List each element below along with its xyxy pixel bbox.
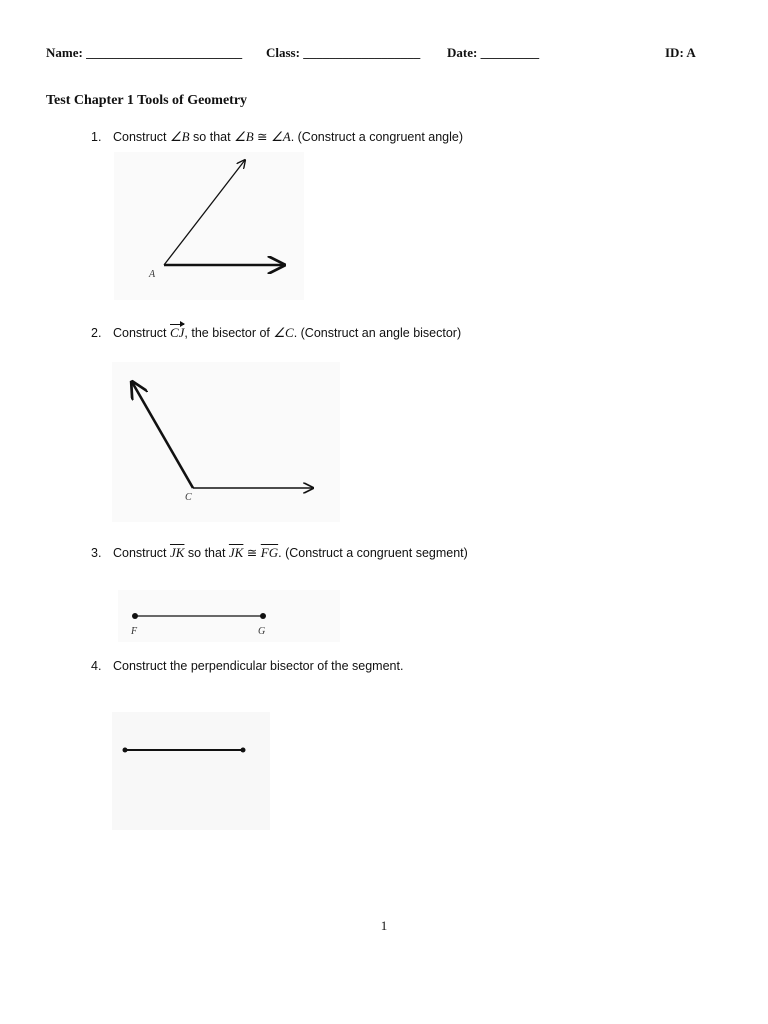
angle-b: ∠B	[234, 129, 254, 144]
question-2	[91, 325, 461, 341]
name-field[interactable]	[46, 45, 242, 61]
segment-figure	[112, 712, 270, 830]
class-field[interactable]	[266, 45, 420, 61]
question-text: , the bisector of	[184, 326, 274, 340]
angle-a: ∠A	[271, 129, 291, 144]
question-text: Construct	[113, 130, 170, 144]
question-text: Construct	[113, 326, 170, 340]
class-blank[interactable]: __________________	[303, 45, 421, 60]
endpoint-g	[260, 613, 266, 619]
question-number: 4.	[91, 659, 102, 673]
vertex-label-a: A	[149, 269, 156, 280]
question-text: . (Construct an angle bisector)	[293, 326, 462, 340]
test-header	[0, 45, 768, 65]
question-text: Construct	[113, 546, 170, 560]
segment-endpoint-right	[241, 748, 246, 753]
date-blank[interactable]: _________	[480, 45, 540, 60]
test-title: Test Chapter 1 Tools of Geometry	[46, 93, 248, 108]
segment-jk: $\overline{JK}$	[169, 545, 185, 560]
congruent-symbol: ≅	[253, 130, 272, 144]
endpoint-label-g: G	[258, 626, 266, 637]
id-field	[665, 45, 696, 61]
name-label: Name:	[46, 45, 83, 60]
segment-fg-figure	[118, 590, 340, 642]
question-text: . (Construct a congruent segment)	[278, 546, 468, 560]
vertex-label-c: C	[185, 492, 192, 503]
segment-fg: $\overline{FG}$	[260, 545, 279, 560]
question-text: so that	[184, 546, 229, 560]
angle-a-figure	[114, 152, 304, 300]
angle-c-upper-ray	[132, 382, 193, 488]
angle-a-upper-ray	[164, 160, 245, 265]
angle-b: ∠B	[169, 129, 190, 144]
segment-endpoint-left	[123, 748, 128, 753]
endpoint-label-f: F	[131, 626, 138, 637]
question-number: 2.	[91, 326, 102, 340]
question-4	[91, 659, 403, 673]
angle-c-figure	[112, 362, 340, 522]
id-value: A	[686, 45, 696, 60]
segment-jk: $\overline{JK}$	[228, 545, 244, 560]
angle-c: ∠C	[273, 325, 294, 340]
date-label: Date:	[447, 45, 478, 60]
id-label: ID:	[665, 45, 684, 60]
question-1	[91, 129, 463, 145]
question-text: . (Construct a congruent angle)	[290, 130, 464, 144]
question-number: 1.	[91, 130, 102, 144]
endpoint-f	[132, 613, 138, 619]
name-blank[interactable]: ________________________	[86, 45, 243, 60]
question-3	[91, 545, 468, 561]
class-label: Class:	[266, 45, 300, 60]
question-number: 3.	[91, 546, 102, 560]
ray-cj: CJ	[169, 325, 185, 340]
page-number: 1	[380, 918, 388, 933]
question-text: Construct the perpendicular bisector of the segment.	[113, 659, 404, 673]
congruent-symbol: ≅	[243, 546, 261, 560]
question-text: so that	[189, 130, 235, 144]
date-field[interactable]	[447, 45, 539, 61]
